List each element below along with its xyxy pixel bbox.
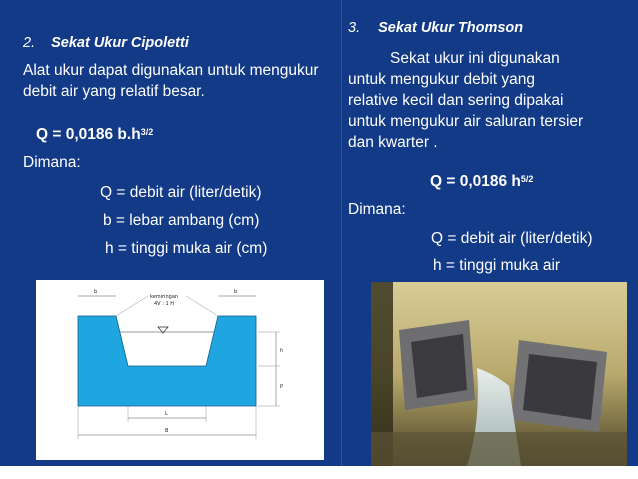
thomson-def-q: Q = debit air (liter/detik) bbox=[431, 230, 593, 247]
thomson-weir-photo bbox=[371, 282, 627, 466]
thomson-description-line: untuk mengukur debit yang bbox=[348, 71, 535, 88]
dim-label-p: P bbox=[280, 384, 284, 390]
thomson-def-h: h = tinggi muka air bbox=[433, 257, 561, 274]
thomson-heading bbox=[348, 18, 523, 39]
photo-right-gate-face bbox=[523, 354, 597, 420]
photo-left-gate-face bbox=[411, 334, 467, 398]
cipoletti-formula-text: Q = 0,0186 b.h bbox=[36, 126, 141, 143]
dim-label-bb: B bbox=[165, 428, 169, 434]
thomson-formula-exponent: 5/2 bbox=[520, 174, 534, 184]
thomson-formula-text: Q = 0,0186 h bbox=[430, 173, 521, 190]
photo-concrete-base bbox=[371, 432, 627, 466]
cipoletti-formula-exponent: 3/2 bbox=[140, 127, 154, 137]
cipoletti-formula bbox=[36, 124, 153, 145]
thomson-description-line: untuk mengukur air saluran tersier bbox=[348, 113, 584, 130]
cipoletti-dimana-label: Dimana: bbox=[23, 154, 81, 171]
dim-label-b-right: b bbox=[234, 289, 238, 295]
thomson-description-line: Sekat ukur ini digunakan bbox=[390, 50, 560, 67]
weir-channel-section bbox=[78, 316, 256, 406]
slide-bottom-strip bbox=[0, 466, 638, 479]
thomson-heading-title: Sekat Ukur Thomson bbox=[378, 20, 524, 36]
thomson-heading-number: 3. bbox=[348, 20, 361, 36]
cipoletti-weir-svg bbox=[36, 280, 324, 460]
thomson-dimana-label: Dimana: bbox=[348, 201, 406, 218]
cipoletti-weir-diagram bbox=[36, 280, 324, 460]
thomson-description-line: relative kecil dan sering dipakai bbox=[348, 92, 564, 109]
column-divider bbox=[341, 0, 342, 466]
cipoletti-description: Alat ukur dapat digunakan untuk mengukur debit air yang relatif besar. bbox=[23, 62, 319, 100]
cipoletti-heading-title: Sekat Ukur Cipoletti bbox=[51, 35, 189, 51]
thomson-description-line: dan kwarter . bbox=[348, 134, 438, 151]
thomson-weir-photo-svg bbox=[371, 282, 627, 466]
cipoletti-def-h: h = tinggi muka air (cm) bbox=[105, 240, 268, 257]
cipoletti-heading bbox=[23, 33, 189, 54]
slope-ratio-label: 4V : 1 H bbox=[154, 301, 174, 307]
slope-guide-right bbox=[186, 296, 218, 316]
cipoletti-def-q: Q = debit air (liter/detik) bbox=[100, 184, 262, 201]
slope-guide-left bbox=[116, 296, 148, 316]
dim-label-h: h bbox=[280, 348, 284, 354]
cipoletti-def-b: b = lebar ambang (cm) bbox=[103, 212, 260, 229]
thomson-formula bbox=[430, 171, 533, 192]
cipoletti-heading-number: 2. bbox=[23, 35, 36, 51]
slope-label: kemiringan bbox=[150, 294, 179, 300]
dim-label-l: L bbox=[165, 411, 168, 417]
dim-label-b-left: b bbox=[94, 289, 98, 295]
